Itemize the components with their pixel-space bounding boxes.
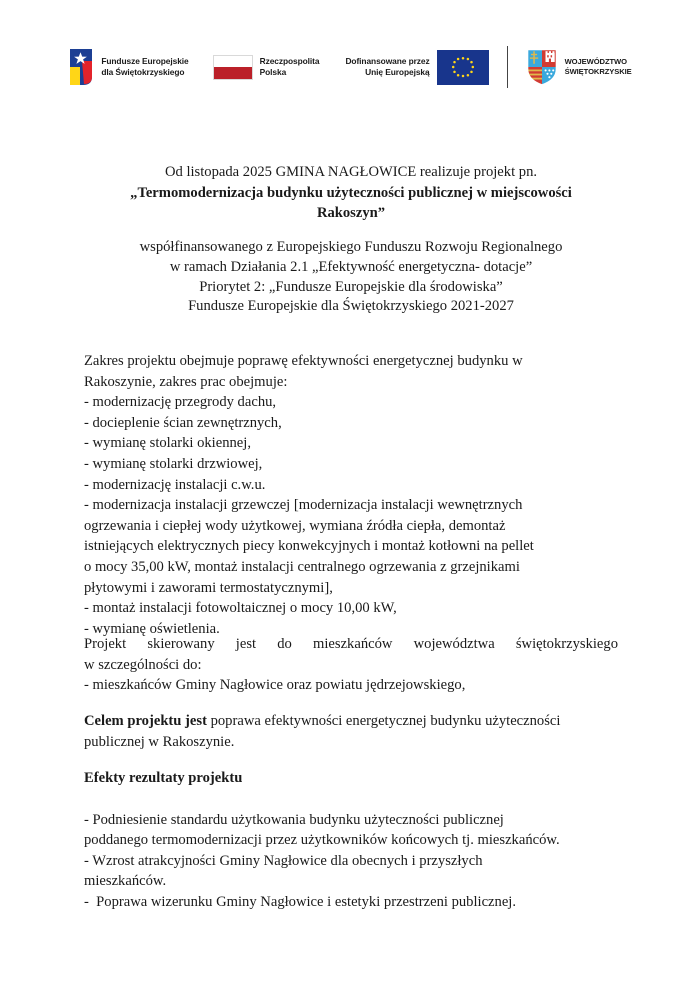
results-line-5: - Poprawa wizerunku Gminy Nagłowice i estetyki przestrzeni publicznej. [84,893,516,910]
ws-caption-line2: ŚWIĘTOKRZYSKIE [564,67,632,76]
logo-unia-europejska-caption [345,56,429,79]
project-title-line-1: „Termomodernizacja budynku użyteczności publicznej w miejscowości [130,184,572,201]
swietokrzyskie-crest-icon [526,48,558,86]
results-line-3: - Wzrost atrakcyjności Gminy Nagłowice dla obecnych i przyszłych [84,852,483,869]
scope-line-1: Zakres projektu obejmuje poprawę efektywności energetycznej budynku w [84,353,523,369]
intro-line-1: Od listopada 2025 GMINA NAGŁOWICE realizuje projekt pn. [164,164,538,180]
results-paragraph [84,789,618,913]
fundusze-europejskie-icon [68,47,94,87]
flag-stripe-red [214,67,252,79]
scope-line-4: - docieplenie ścian zewnętrznych, [84,414,282,431]
cofinancing-line-4: Fundusze Europejskie dla Świętokrzyskiego 2021-2027 [188,298,514,315]
scope-line-13: - montaż instalacji fotowoltaicznej o mocy 10,00 kW, [84,600,397,617]
goal-line-2: publicznej w Rakoszynie. [84,733,235,750]
logo-unia-europejska [345,50,488,85]
results-line-2: poddanego termomodernizacji przez użytkowników końcowych tj. mieszkańców. [84,832,560,849]
cofinancing-line-3: Priorytet 2: „Fundusze Europejskie dla środowiska” [199,278,503,295]
logo-row [68,46,631,88]
goal-bold-prefix: Celem projektu jest [84,713,207,729]
cofinancing-paragraph [84,238,618,317]
fe-caption-line2: dla Świętokrzyskiego [101,67,185,77]
polish-flag-icon [213,55,253,80]
eu-flag-icon [437,50,489,85]
scope-line-9: ogrzewania i ciepłej wody użytkowej, wymiana źródła ciepła, demontaż [84,517,506,534]
target-line-2: w szczególności do: [84,656,202,673]
logo-rzeczpospolita-caption [260,56,320,79]
eu-caption-line1: Dofinansowane przez [345,55,430,66]
results-heading: Efekty rezultaty projektu [84,770,243,786]
target-group-paragraph [84,634,618,696]
ws-caption-line1: WOJEWÓDZTWO [564,56,627,66]
project-scope-paragraph [84,351,618,639]
target-line-3: - mieszkańców Gminy Nagłowice oraz powiatu jędrzejowskiego, [84,677,466,694]
results-line-1: - Podniesienie standardu użytkowania budynku użyteczności publicznej [84,811,504,828]
funding-logo-strip [0,0,700,120]
scope-line-7: - modernizację instalacji c.w.u. [84,476,266,493]
project-goal-paragraph [84,711,618,752]
rp-caption-line1: Rzeczpospolita [259,55,320,66]
cofinancing-line-2: w ramach Działania 2.1 „Efektywność energetyczna- dotacje” [169,258,533,275]
scope-line-3: - modernizację przegrody dachu, [84,394,277,411]
project-intro-paragraph [84,162,618,224]
scope-line-5: - wymianę stolarki okiennej, [84,435,251,452]
cofinancing-line-1: współfinansowanego z Europejskiego Funduszu Rozwoju Regionalnego [139,239,563,255]
project-title-line-2: Rakoszyn” [316,205,386,221]
logo-wojewodztwo-caption [565,57,632,78]
scope-line-8: - modernizacja instalacji grzewczej [modernizacja instalacji wewnętrznych [84,497,523,514]
fe-caption-line1: Fundusze Europejskie [101,55,189,66]
scope-line-6: - wymianę stolarki drzwiowej, [84,455,263,472]
scope-line-2: Rakoszynie, zakres prac obejmuje: [84,373,288,390]
scope-line-14: - wymianę oświetlenia. [84,620,220,637]
target-line-1: Projekt skierowany jest do mieszkańców województwa świętokrzyskiego [84,636,618,652]
rp-caption-line2: Polska [259,67,287,77]
scope-line-10: istniejących elektrycznych piecy konwekcyjnych i montaż kotłowni na pellet [84,538,534,555]
results-line-4: mieszkańców. [84,873,167,890]
logo-fundusze-europejskie-caption [101,56,188,79]
goal-line-1 [84,711,618,732]
goal-rest-line-1: poprawa efektywności energetycznej budynku użyteczności [206,713,561,729]
logo-fundusze-europejskie [68,47,188,87]
scope-line-12: płytowymi i zaworami termostatycznymi], [84,579,333,596]
logo-wojewodztwo-swietokrzyskie [526,48,632,86]
scope-line-11: o mocy 35,00 kW, montaż instalacji centralnego ogrzewania z grzejnikami [84,558,520,575]
logo-divider [507,46,508,88]
eu-caption-line2: Unię Europejską [365,67,430,77]
logo-rzeczpospolita-polska [213,55,320,80]
flag-stripe-white [214,56,252,68]
